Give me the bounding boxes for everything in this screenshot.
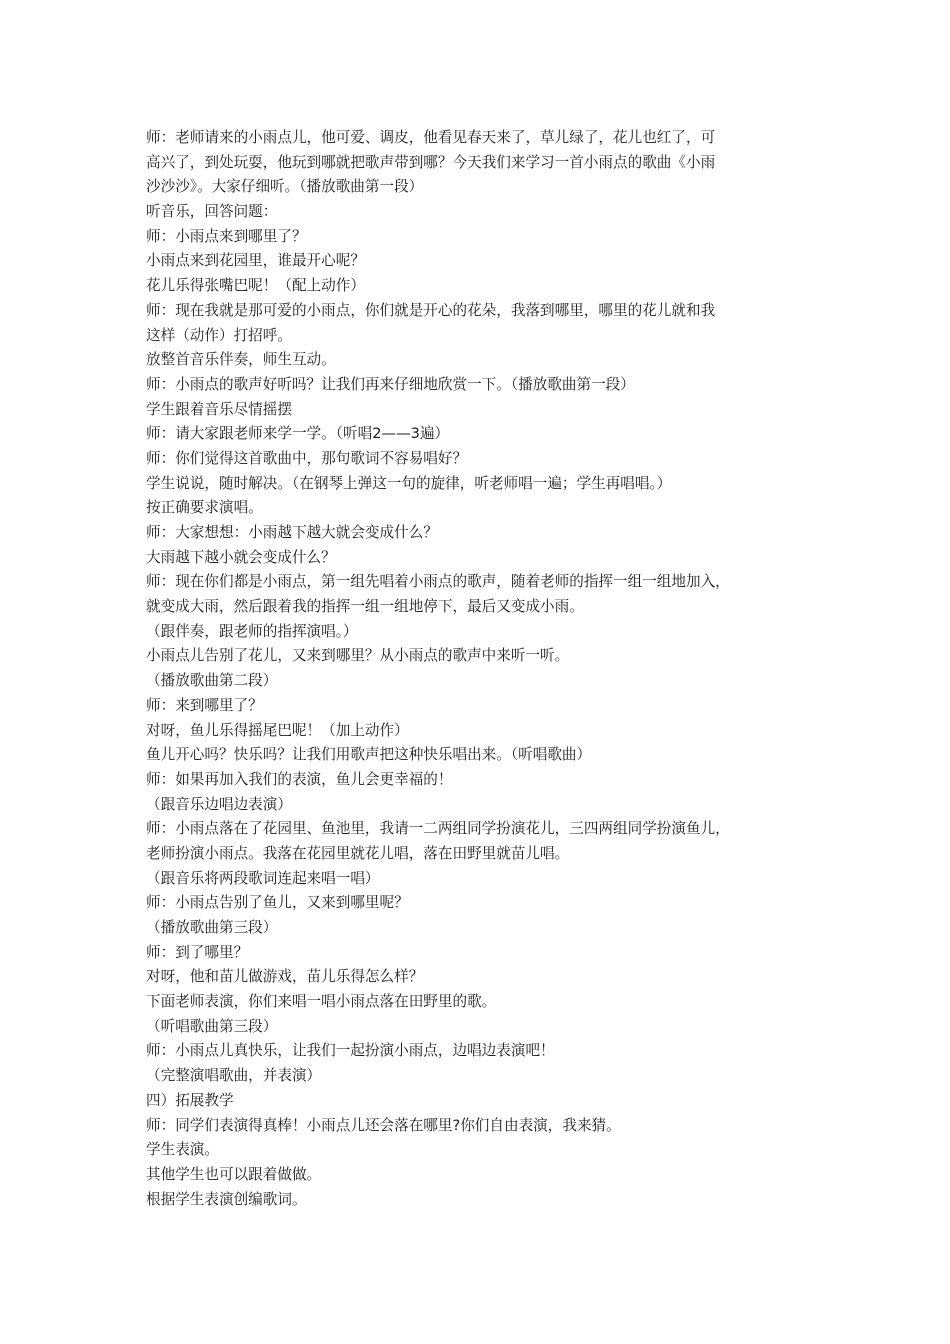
text-line: 按正确要求演唱。 [146,499,263,517]
text-line: 师：到了哪里？ [146,943,249,961]
text-line: （听唱歌曲第三段） [146,1017,278,1035]
text-line: （播放歌曲第三段） [146,919,278,936]
text-line: 师：你们觉得这首歌曲中，那句歌词不容易唱好？ [146,449,468,467]
text-line: （跟音乐边唱边表演） [146,795,292,813]
text-line: 根据学生表演创编歌词。 [146,1190,307,1208]
text-line: 师：小雨点告别了鱼儿，又来到哪里呢？ [146,894,409,912]
text-line: 师：现在你们都是小雨点，第一组先唱着小雨点的歌声，随着老师的指挥一组一组地加入， [146,573,730,591]
text-line: （完整演唱歌曲，并表演） [146,1067,322,1085]
text-line: 花儿乐得张嘴巴呢！（配上动作） [146,277,365,295]
text-line: 就变成大雨，然后跟着我的指挥一组一组地停下，最后又变成小雨。 [146,598,584,616]
text-line: 学生表演。 [146,1141,219,1159]
text-line: 大雨越下越小就会变成什么？ [146,548,336,566]
text-line: （播放歌曲第二段） [146,672,278,690]
text-line: （跟音乐将两段歌词连起来唱一唱） [146,869,380,887]
text-line: 师：大家想想：小雨越下越大就会变成什么？ [146,524,438,541]
text-line: 四）拓展教学 [146,1091,234,1109]
text-line: 对呀，他和苗儿做游戏，苗儿乐得怎么样？ [146,968,424,986]
text-line: 对呀，鱼儿乐得摇尾巴呢！（加上动作） [146,721,409,739]
text-line: 听音乐，回答问题： [146,203,278,221]
text-line: 师：如果再加入我们的表演，鱼儿会更幸福的！ [146,770,453,788]
text-line: 学生跟着音乐尽情摇摆 [146,400,292,418]
text-line: 师：来到哪里了？ [146,696,263,714]
document-body [146,126,816,1212]
text-line: 下面老师表演，你们来唱一唱小雨点落在田野里的歌。 [146,993,497,1011]
text-line: 师：老师请来的小雨点儿，他可爱、调皮，他看见春天来了，草儿绿了，花儿也红了，可 [146,129,716,146]
text-line: 老师扮演小雨点。我落在花园里就花儿唱，落在田野里就苗儿唱。 [146,844,570,862]
text-line: 师：小雨点来到哪里了？ [146,227,307,245]
text-line: 学生说说，随时解决。（在钢琴上弹这一句的旋律，听老师唱一遍；学生再唱唱。） [146,474,672,492]
text-line: 师：小雨点落在了花园里、鱼池里，我请一二两组同学扮演花儿，三四两组同学扮演鱼儿， [146,820,730,838]
text-line: 小雨点来到花园里，谁最开心呢？ [146,252,365,270]
text-line: 小雨点儿告别了花儿，又来到哪里？从小雨点的歌声中来听一听。 [146,647,570,665]
text-line: 放整首音乐伴奏，师生互动。 [146,351,336,369]
text-line: （跟伴奏，跟老师的指挥演唱。） [146,622,358,640]
text-line: 师：小雨点的歌声好听吗？让我们再来仔细地欣赏一下。（播放歌曲第一段） [146,375,635,393]
text-line: 师：小雨点儿真快乐，让我们一起扮演小雨点，边唱边表演吧！ [146,1042,555,1060]
text-line: 师：同学们表演得真棒！小雨点儿还会落在哪里?你们自由表演，我来猜。 [146,1116,621,1134]
text-line: 这样（动作）打招呼。 [146,326,292,344]
text-line: 其他学生也可以跟着做做。 [146,1165,322,1183]
text-line: 沙沙沙》。大家仔细听。（播放歌曲第一段） [146,178,424,196]
text-line: 师：现在我就是那可爱的小雨点，你们就是开心的花朵，我落到哪里，哪里的花儿就和我 [146,301,716,319]
text-line: 鱼儿开心吗？快乐吗？让我们用歌声把这种快乐唱出来。（听唱歌曲） [146,746,592,764]
text-line: 高兴了，到处玩耍，他玩到哪就把歌声带到哪？今天我们来学习一首小雨点的歌曲《小雨 [146,153,716,171]
text-line: 师：请大家跟老师来学一学。（听唱2——3遍） [146,425,450,443]
